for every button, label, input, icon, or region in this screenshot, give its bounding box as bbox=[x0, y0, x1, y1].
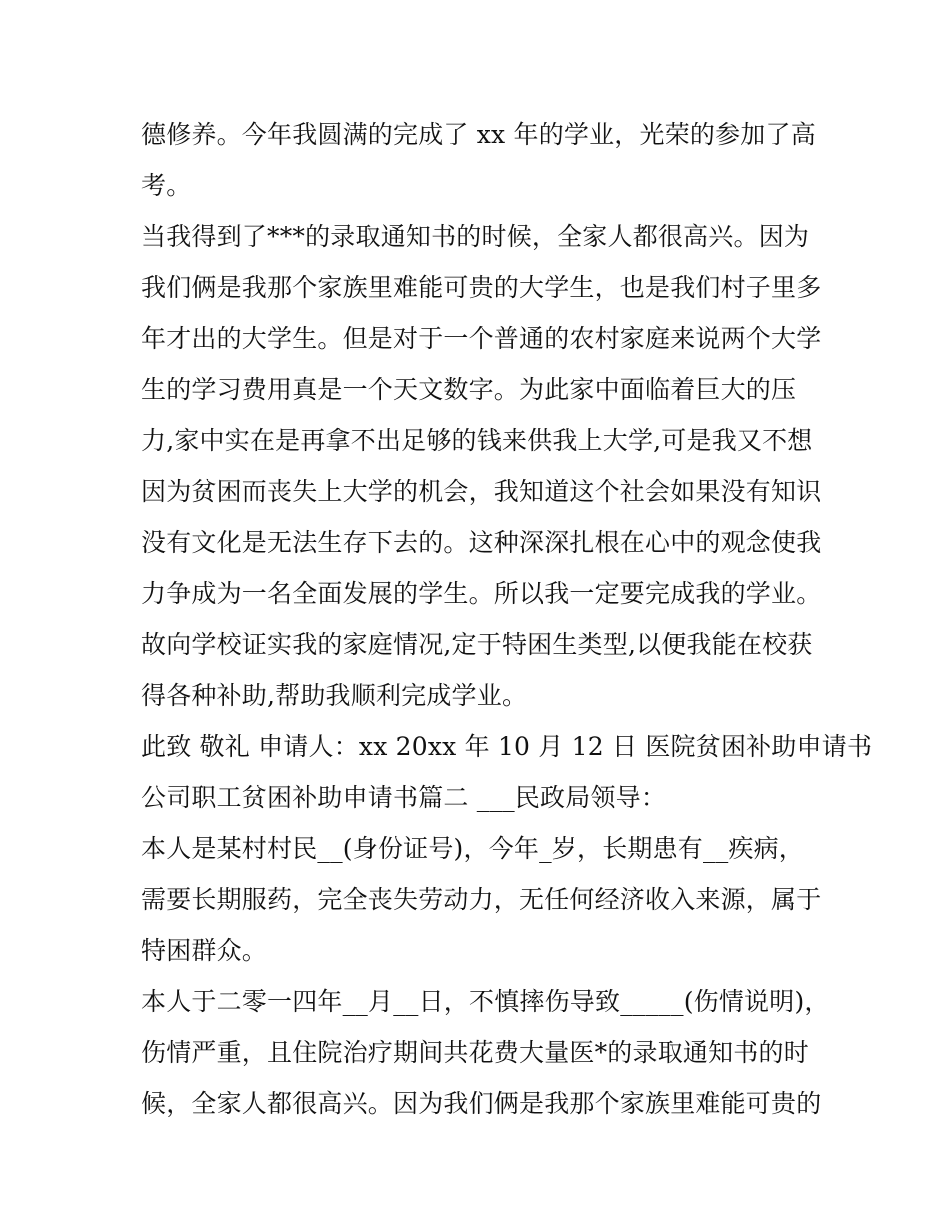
text-line: 得各种补助,帮助我顺利完成学业。 bbox=[141, 681, 528, 710]
text-line: 此致 敬礼 申请人：xx 20xx 年 10 月 12 日 医院贫困补助申请书 bbox=[141, 732, 873, 761]
text-line: 本人是某村村民__(身份证号)，今年_岁，长期患有__疾病， bbox=[141, 834, 805, 863]
text-line: 生的学习费用真是一个天文数字。为此家中面临着巨大的压 bbox=[141, 375, 797, 404]
text-line: 候，全家人都很高兴。因为我们俩是我那个家族里难能可贵的 bbox=[141, 1089, 822, 1118]
text-line: 当我得到了***的录取通知书的时候，全家人都很高兴。因为 bbox=[141, 222, 810, 251]
document-body bbox=[141, 109, 873, 1129]
text-line: 力争成为一名全面发展的学生。所以我一定要完成我的学业。 bbox=[141, 579, 822, 608]
text-line: 公司职工贫困补助申请书篇二 ___民政局领导： bbox=[141, 783, 667, 812]
text-line: 特困群众。 bbox=[141, 936, 268, 965]
text-line: 考。 bbox=[141, 171, 192, 200]
text-line: 力,家中实在是再拿不出足够的钱来供我上大学,可是我又不想 bbox=[141, 426, 813, 455]
text-line: 德修养。今年我圆满的完成了 xx 年的学业，光荣的参加了高 bbox=[141, 120, 816, 149]
text-line: 我们俩是我那个家族里难能可贵的大学生，也是我们村子里多 bbox=[141, 273, 822, 302]
text-line: 故向学校证实我的家庭情况,定于特困生类型,以便我能在校获 bbox=[141, 630, 813, 659]
text-line: 没有文化是无法生存下去的。这种深深扎根在心中的观念使我 bbox=[141, 528, 822, 557]
text-line: 年才出的大学生。但是对于一个普通的农村家庭来说两个大学 bbox=[141, 324, 822, 353]
text-line: 本人于二零一四年__月__日，不慎摔伤导致_____(伤情说明)， bbox=[141, 987, 830, 1016]
text-line: 伤情严重，且住院治疗期间共花费大量医*的录取通知书的时 bbox=[141, 1038, 809, 1067]
text-line: 因为贫困而丧失上大学的机会，我知道这个社会如果没有知识 bbox=[141, 477, 822, 506]
text-line: 需要长期服药，完全丧失劳动力，无任何经济收入来源，属于 bbox=[141, 885, 822, 914]
